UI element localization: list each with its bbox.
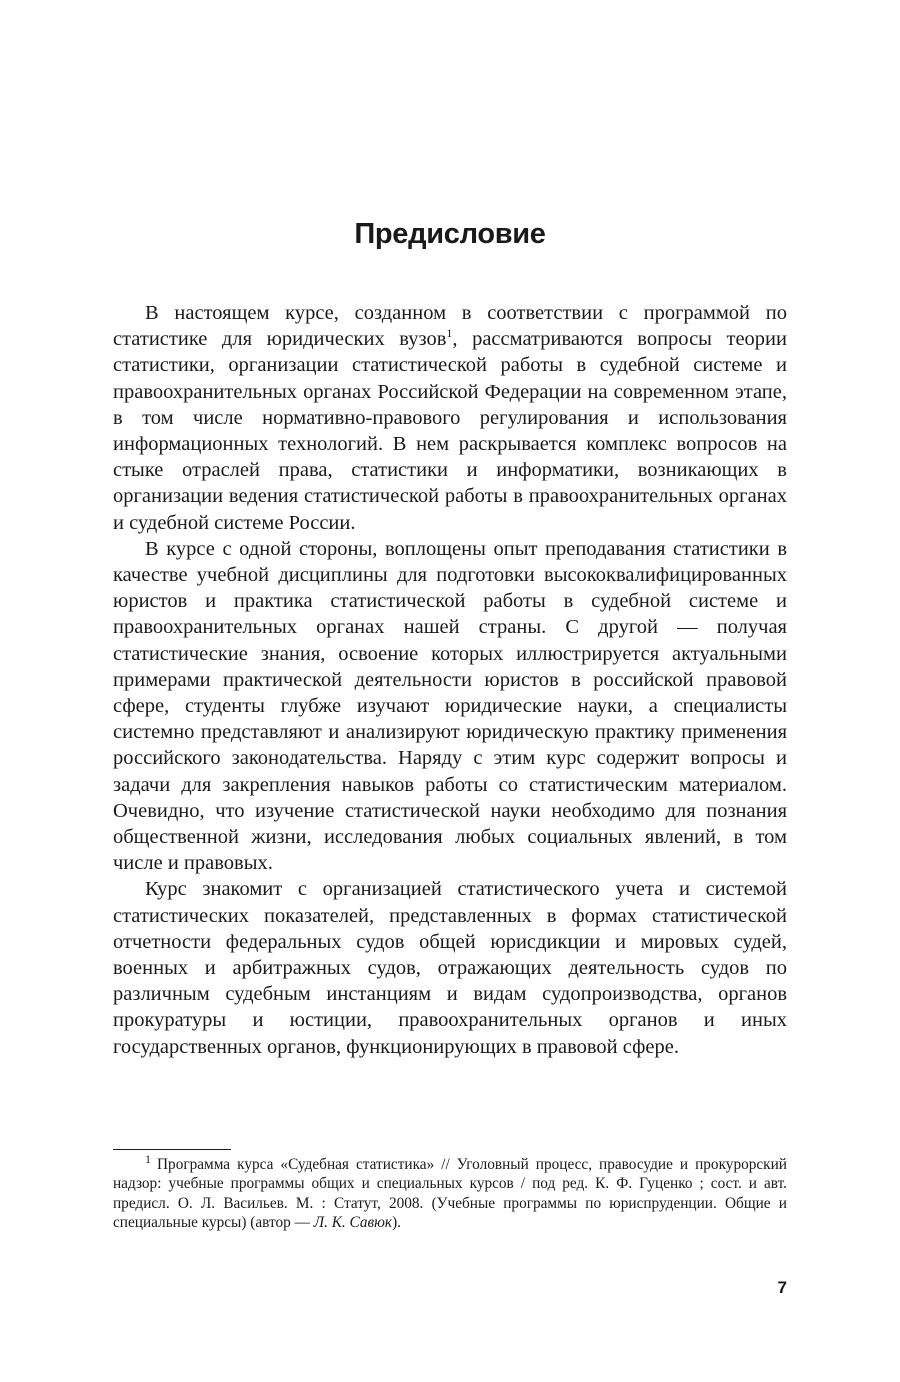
page-title: Предисловие	[354, 218, 546, 250]
paragraph-2: В курсе с одной стороны, воплощены опыт преподавания статистики в качестве учебной дисциплины для подготовки высококвалифицированных юристов и практика статистической работы в судебной системе и правоохранительных органах нашей страны. С другой — получая статистические знания, освоение которых иллюстрируется актуальными примерами практической деятельности юристов в российской правовой сфере, студенты глубже изучают юридические науки, а специалисты системно представляют и анализируют юридическую практику применения российского законодательства. Наряду с этим курс содержит вопросы и задачи для закрепления навыков работы со статистическим материалом. Очевидно, что изучение статистической науки необходимо для познания общественной жизни, исследования любых социальных явлений, в том числе и правовых.	[113, 537, 787, 875]
paragraph-1	[113, 300, 787, 536]
footnote-number: 1	[145, 1151, 151, 1166]
footnote-reference[interactable]: 1	[446, 326, 453, 341]
footnote-divider	[113, 1149, 231, 1150]
page-number: 7	[777, 1278, 787, 1297]
footnote-author: Л. К. Савюк	[313, 1213, 393, 1231]
paragraph-1-start: В настоящем курсе, созданном в соответствии с программой по статистике для юридических вузов	[113, 302, 787, 351]
footnote	[113, 1151, 787, 1232]
paragraph-1-end: , рассматриваются вопросы теории статистики, организации статистической работы в судебной системе и правоохранительных органах Российской Федерации на современном этапе, в том числе нормативно-правового регулирования и использования информационных технологий. В нем раскрывается комплекс вопросов на стыке отраслей права, статистики и информатики, возникающих в организации ведения статистической работы в правоохранительных органах и судебной системе России.	[113, 328, 787, 534]
footnote-tail: ).	[392, 1213, 401, 1231]
paragraph-3: Курс знакомит с организацией статистического учета и системой статистических показателей, представленных в формах статистической отчетности федеральных судов общей юрисдикции и мировых судей, военных и арбитражных судов, отражающих деятельность судов по различным судебным инстанциям и видам судопроизводства, органов прокуратуры и юстиции, правоохранительных органов и иных государственных органов, функционирующих в правовой сфере.	[113, 878, 787, 1058]
body-text	[113, 300, 787, 1060]
footnote-text: Программа курса «Судебная статистика» // Уголовный процесс, правосудие и прокурорский надзор: учебные программы общих и специальных курсов / под ред. К. Ф. Гуценко ; сост. и авт. предисл. О. Л. Васильев. М. : Статут, 2008. (Учебные программы по юриспруденции. Общие и специальные курсы) (автор —	[113, 1156, 787, 1231]
